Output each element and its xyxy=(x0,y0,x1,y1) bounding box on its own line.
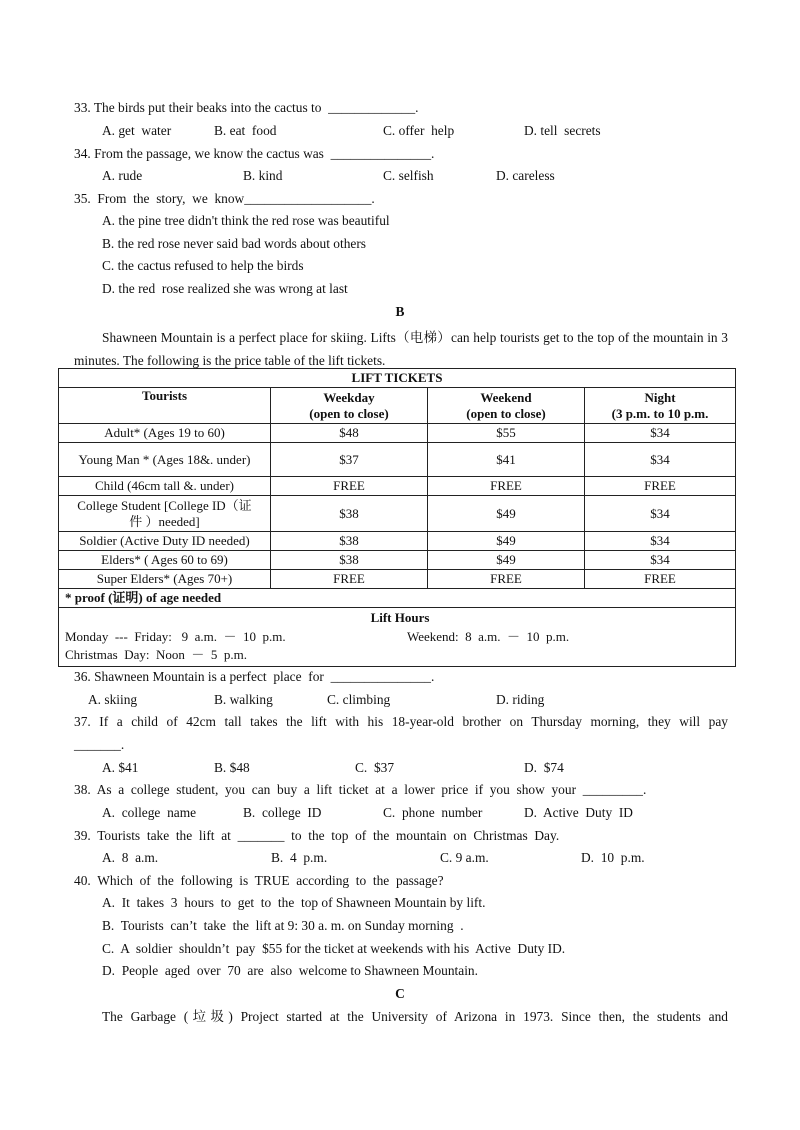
cell-weekday: $38 xyxy=(271,532,428,551)
header-night: Night (3 p.m. to 10 p.m. xyxy=(585,388,736,424)
header-tourists: Tourists xyxy=(59,388,271,424)
q35-option-c: C. the cactus refused to help the birds xyxy=(102,258,304,273)
cell-tourist: Soldier (Active Duty ID needed) xyxy=(59,532,271,551)
q36-option-a: A. skiing xyxy=(88,692,138,707)
hours-weekend: Weekend: 8 a.m. － 10 p.m. xyxy=(407,629,570,644)
cell-night: $34 xyxy=(585,424,736,443)
q39-option-c: C. 9 a.m. xyxy=(440,850,489,865)
table-row xyxy=(59,551,736,570)
table-row xyxy=(59,477,736,496)
cell-weekend: $55 xyxy=(428,424,585,443)
q36-option-c: C. climbing xyxy=(327,692,391,707)
q39-option-a: A. 8 a.m. xyxy=(102,850,159,865)
cell-night: $34 xyxy=(585,443,736,477)
q36-option-b: B. walking xyxy=(214,692,273,707)
section-c-heading: C xyxy=(395,986,405,1001)
cell-night: $34 xyxy=(585,551,736,570)
q33-option-b: B. eat food xyxy=(214,123,277,138)
cell-night: FREE xyxy=(585,570,736,589)
q37-option-d: D. $74 xyxy=(524,760,564,775)
cell-tourist: Elders* ( Ages 60 to 69) xyxy=(59,551,271,570)
cell-tourist: Super Elders* (Ages 70+) xyxy=(59,570,271,589)
question-34-stem: 34. From the passage, we know the cactus was _______________. xyxy=(74,146,435,161)
header-weekend: Weekend (open to close) xyxy=(428,388,585,424)
question-39-stem: 39. Tourists take the lift at _______ to the top of the mountain on Christmas Day. xyxy=(74,828,560,843)
q34-option-b: B. kind xyxy=(243,168,283,183)
q34-option-a: A. rude xyxy=(102,168,143,183)
section-b-intro: Shawneen Mountain is a perfect place for skiing. Lifts（电梯）can help tourists get to the top of the mountain in 3 minutes. The following is the price table of the lift tickets. xyxy=(74,330,728,368)
cell-tourist: Child (46cm tall &. under) xyxy=(59,477,271,496)
q34-option-c: C. selfish xyxy=(383,168,434,183)
question-37-stem: 37. If a child of 42cm tall takes the lift with his 18-year-old brother on Thursday morning, they will pay xyxy=(74,714,728,729)
q37-option-b: B. $48 xyxy=(214,760,250,775)
q38-option-d: D. Active Duty ID xyxy=(524,805,633,820)
q40-option-a: A. It takes 3 hours to get to the top of Shawneen Mountain by lift. xyxy=(102,895,486,910)
lift-hours-title: Lift Hours xyxy=(370,610,430,625)
question-40-stem: 40. Which of the following is TRUE according to the passage? xyxy=(74,873,444,888)
q33-option-a: A. get water xyxy=(102,123,172,138)
cell-weekday: $48 xyxy=(271,424,428,443)
cell-tourist: Young Man * (Ages 18&. under) xyxy=(59,443,271,477)
table-row xyxy=(59,532,736,551)
q35-option-a: A. the pine tree didn't think the red rose was beautiful xyxy=(102,213,390,228)
cell-night: $34 xyxy=(585,532,736,551)
question-36-stem: 36. Shawneen Mountain is a perfect place for _______________. xyxy=(74,669,435,684)
cell-weekday: $37 xyxy=(271,443,428,477)
table-title: LIFT TICKETS xyxy=(59,369,736,388)
cell-tourist: Adult* (Ages 19 to 60) xyxy=(59,424,271,443)
q39-option-d: D. 10 p.m. xyxy=(581,850,645,865)
lift-hours-line-2 xyxy=(65,646,735,666)
q37-option-c: C. $37 xyxy=(355,760,395,775)
cell-night: $34 xyxy=(585,496,736,532)
cell-weekend: FREE xyxy=(428,477,585,496)
section-c-intro: The Garbage (垃圾) Project started at the University of Arizona in 1973. Since then, the students and xyxy=(102,1009,728,1024)
q34-option-d: D. careless xyxy=(496,168,555,183)
lift-tickets-table xyxy=(58,368,736,667)
cell-weekend: $49 xyxy=(428,551,585,570)
cell-weekend: $49 xyxy=(428,532,585,551)
cell-weekday: FREE xyxy=(271,477,428,496)
q33-option-d: D. tell secrets xyxy=(524,123,601,138)
table-row xyxy=(59,496,736,532)
header-weekday: Weekday (open to close) xyxy=(271,388,428,424)
question-37-blank: _______. xyxy=(74,737,125,752)
q39-option-b: B. 4 p.m. xyxy=(271,850,328,865)
cell-weekday: FREE xyxy=(271,570,428,589)
section-b-heading: B xyxy=(395,304,405,319)
cell-weekday: $38 xyxy=(271,496,428,532)
cell-weekend: FREE xyxy=(428,570,585,589)
cell-night: FREE xyxy=(585,477,736,496)
table-row xyxy=(59,443,736,477)
age-proof-note: * proof (证明) of age needed xyxy=(59,589,736,608)
hours-weekday: Monday --- Friday: 9 a.m. － 10 p.m. xyxy=(65,629,286,644)
cell-weekday: $38 xyxy=(271,551,428,570)
question-38-stem: 38. As a college student, you can buy a lift ticket at a lower price if you show your _________. xyxy=(74,782,647,797)
q37-option-a: A. $41 xyxy=(102,760,139,775)
table-row xyxy=(59,570,736,589)
question-33-stem: 33. The birds put their beaks into the cactus to _____________. xyxy=(74,100,419,115)
q38-option-b: B. college ID xyxy=(243,805,322,820)
q38-option-a: A. college name xyxy=(102,805,197,820)
q35-option-b: B. the red rose never said bad words about others xyxy=(102,236,367,251)
hours-christmas: Christmas Day: Noon － 5 p.m. xyxy=(65,647,247,662)
q36-option-d: D. riding xyxy=(496,692,545,707)
q35-option-d: D. the red rose realized she was wrong at last xyxy=(102,281,348,296)
cell-weekend: $41 xyxy=(428,443,585,477)
q33-option-c: C. offer help xyxy=(383,123,455,138)
lift-hours-line-1 xyxy=(65,628,735,646)
cell-weekend: $49 xyxy=(428,496,585,532)
lift-hours-box xyxy=(59,608,736,667)
question-35-stem: 35. From the story, we know___________________. xyxy=(74,191,375,206)
table-row xyxy=(59,424,736,443)
q40-option-c: C. A soldier shouldn’t pay $55 for the ticket at weekends with his Active Duty ID. xyxy=(102,941,566,956)
cell-tourist: College Student [College ID（证件 ）needed] xyxy=(59,496,271,532)
q40-option-b: B. Tourists can’t take the lift at 9: 30 a. m. on Sunday morning . xyxy=(102,918,464,933)
q40-option-d: D. People aged over 70 are also welcome to Shawneen Mountain. xyxy=(102,963,478,978)
q38-option-c: C. phone number xyxy=(383,805,483,820)
